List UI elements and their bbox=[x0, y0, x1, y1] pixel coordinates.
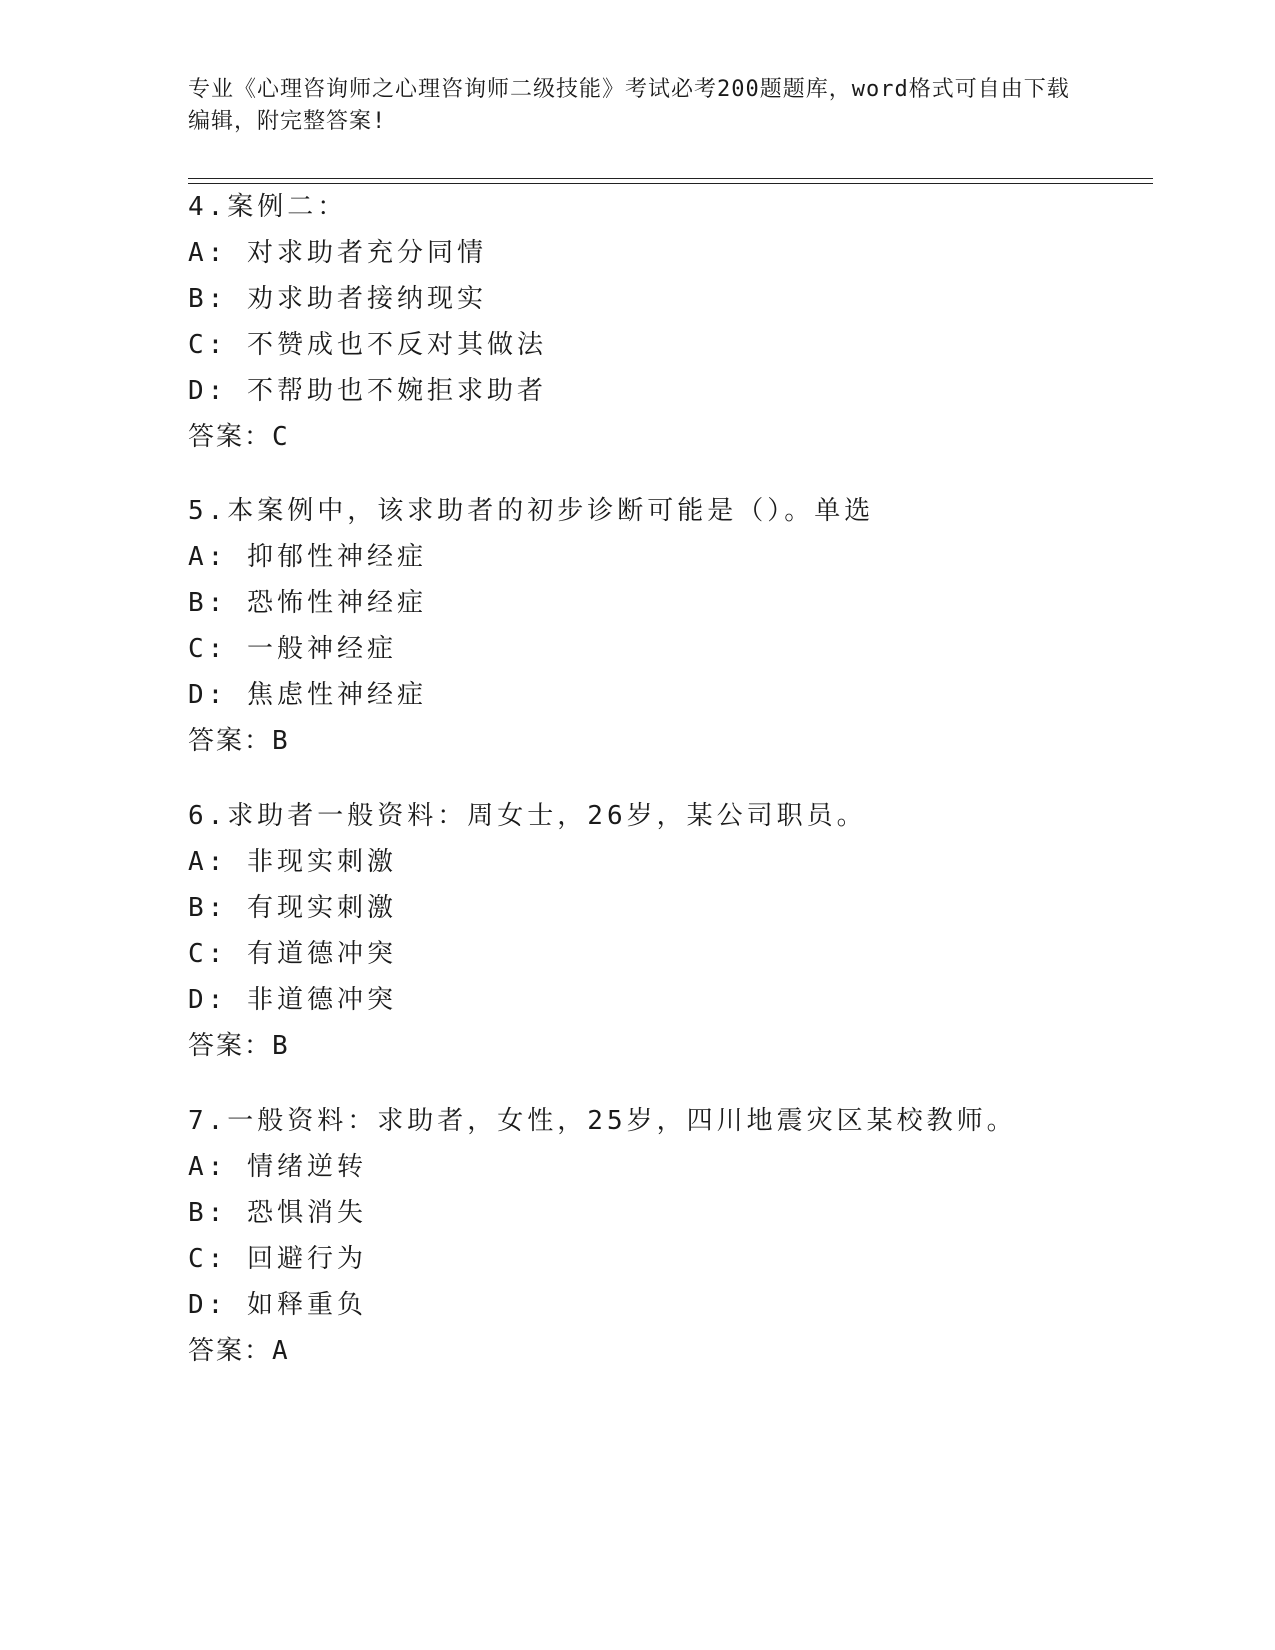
option-b: B: 恐惧消失 bbox=[188, 1198, 367, 1228]
answer-value: B bbox=[272, 726, 288, 756]
header-divider-top bbox=[188, 178, 1153, 179]
question-5 bbox=[188, 488, 1148, 764]
option-c: C: 有道德冲突 bbox=[188, 939, 397, 969]
option-d: D: 焦虑性神经症 bbox=[188, 680, 427, 710]
option-b: B: 恐怖性神经症 bbox=[188, 588, 427, 618]
option-b: B: 劝求助者接纳现实 bbox=[188, 284, 487, 314]
answer-label: 答案： bbox=[188, 726, 273, 756]
answer-label: 答案： bbox=[188, 422, 273, 452]
answer-line bbox=[188, 1023, 1148, 1069]
answer-value: A bbox=[272, 1336, 288, 1366]
option-c: C: 回避行为 bbox=[188, 1244, 367, 1274]
option-a: A: 非现实刺激 bbox=[188, 847, 397, 877]
option-a: A: 对求助者充分同情 bbox=[188, 238, 487, 268]
option-a: A: 情绪逆转 bbox=[188, 1152, 367, 1182]
answer-line bbox=[188, 414, 1148, 460]
answer-value: C bbox=[272, 422, 288, 452]
answer-line bbox=[188, 718, 1148, 764]
question-title: 6.求助者一般资料：周女士，26岁，某公司职员。 bbox=[188, 801, 867, 831]
document-header: 专业《心理咨询师之心理咨询师二级技能》考试必考200题题库，word格式可自由下载编辑，附完整答案! bbox=[188, 77, 1070, 134]
question-4 bbox=[188, 184, 1148, 460]
option-d: D: 非道德冲突 bbox=[188, 985, 397, 1015]
option-b: B: 有现实刺激 bbox=[188, 893, 397, 923]
answer-label: 答案： bbox=[188, 1336, 273, 1366]
answer-line bbox=[188, 1328, 1148, 1374]
answer-value: B bbox=[272, 1031, 288, 1061]
option-c: C: 不赞成也不反对其做法 bbox=[188, 330, 547, 360]
question-title: 7.一般资料：求助者，女性，25岁，四川地震灾区某校教师。 bbox=[188, 1106, 1017, 1136]
question-6 bbox=[188, 793, 1148, 1069]
option-c: C: 一般神经症 bbox=[188, 634, 397, 664]
option-a: A: 抑郁性神经症 bbox=[188, 542, 427, 572]
option-d: D: 不帮助也不婉拒求助者 bbox=[188, 376, 547, 406]
question-title: 5.本案例中，该求助者的初步诊断可能是（）。单选 bbox=[188, 496, 875, 526]
question-title: 4.案例二： bbox=[188, 192, 348, 222]
option-d: D: 如释重负 bbox=[188, 1290, 367, 1320]
question-7 bbox=[188, 1098, 1148, 1374]
answer-label: 答案： bbox=[188, 1031, 273, 1061]
